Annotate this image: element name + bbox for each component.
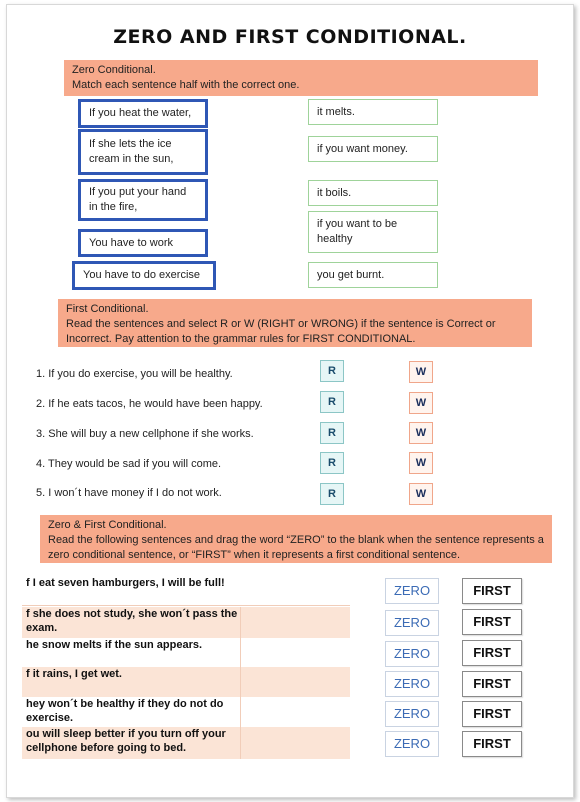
blank-cell[interactable] [240, 727, 241, 759]
right-button[interactable]: R [320, 391, 344, 413]
zero-conditional-banner [64, 60, 538, 96]
sentence-row [22, 638, 350, 667]
match-left-item[interactable]: You have to do exercise [72, 261, 216, 290]
blank-cell[interactable] [240, 638, 241, 667]
match-left-item[interactable]: If you heat the water, [78, 99, 208, 128]
zero-drag-label[interactable]: ZERO [385, 578, 439, 604]
zero-first-instruction: Read the following sentences and drag the word “ZERO” to the blank when the sentence represents a zero conditional sentence, or “FIRST” when it represents a first conditional sentence. [48, 534, 544, 561]
sentence-row [22, 697, 350, 727]
first-drag-label[interactable]: FIRST [462, 578, 522, 604]
right-button[interactable]: R [320, 452, 344, 474]
match-right-item[interactable]: you get burnt. [308, 262, 438, 288]
question-text: 3. She will buy a new cellphone if she works. [36, 428, 254, 440]
wrong-button[interactable]: W [409, 361, 433, 383]
sentence-text: f she does not study, she won´t pass the exam. [26, 608, 238, 634]
sentence-text: he snow melts if the sun appears. [26, 639, 203, 651]
question-text: 2. If he eats tacos, he would have been happy. [36, 398, 263, 410]
zero-drag-label[interactable]: ZERO [385, 671, 439, 697]
sentence-text: ou will sleep better if you turn off your cellphone before going to bed. [26, 728, 226, 754]
sentence-row [22, 607, 350, 638]
zero-conditional-instruction: Match each sentence half with the correct one. [72, 79, 300, 91]
first-drag-label[interactable]: FIRST [462, 671, 522, 697]
wrong-button[interactable]: W [409, 422, 433, 444]
wrong-button[interactable]: W [409, 392, 433, 414]
match-left-item[interactable]: If you put your hand in the fire, [78, 179, 208, 221]
zero-first-banner [40, 515, 552, 563]
first-drag-label[interactable]: FIRST [462, 731, 522, 757]
first-drag-label[interactable]: FIRST [462, 640, 522, 666]
blank-cell[interactable] [240, 697, 241, 727]
right-button[interactable]: R [320, 360, 344, 382]
first-drag-label[interactable]: FIRST [462, 609, 522, 635]
sentence-row [22, 667, 350, 697]
right-button[interactable]: R [320, 483, 344, 505]
zero-first-heading: Zero & First Conditional. [48, 519, 167, 531]
first-conditional-heading: First Conditional. [66, 303, 149, 315]
sentence-text: f it rains, I get wet. [26, 668, 122, 680]
match-right-item[interactable]: it melts. [308, 99, 438, 125]
match-right-item[interactable]: if you want money. [308, 136, 438, 162]
blank-cell[interactable] [240, 667, 241, 697]
zero-drag-label[interactable]: ZERO [385, 610, 439, 636]
right-button[interactable]: R [320, 422, 344, 444]
question-text: 4. They would be sad if you will come. [36, 458, 222, 470]
zero-drag-label[interactable]: ZERO [385, 731, 439, 757]
question-text: 5. I won´t have money if I do not work. [36, 487, 222, 499]
zero-drag-label[interactable]: ZERO [385, 701, 439, 727]
first-drag-label[interactable]: FIRST [462, 701, 522, 727]
match-left-item[interactable]: If she lets the ice cream in the sun, [78, 129, 208, 175]
zero-conditional-heading: Zero Conditional. [72, 64, 156, 76]
wrong-button[interactable]: W [409, 452, 433, 474]
match-right-item[interactable]: it boils. [308, 180, 438, 206]
wrong-button[interactable]: W [409, 483, 433, 505]
sentence-row [22, 727, 350, 759]
zero-drag-label[interactable]: ZERO [385, 641, 439, 667]
first-conditional-banner [58, 299, 532, 347]
page-title: ZERO AND FIRST CONDITIONAL. [113, 26, 467, 48]
match-left-item[interactable]: You have to work [78, 229, 208, 257]
question-text: 1. If you do exercise, you will be healthy. [36, 368, 233, 380]
sentence-text: hey won´t be healthy if they do not do exercise. [26, 698, 224, 724]
sentence-row [22, 576, 350, 606]
blank-cell[interactable] [240, 607, 241, 638]
match-right-item[interactable]: if you want to be healthy [308, 211, 438, 253]
sentence-text: f I eat seven hamburgers, I will be full! [26, 577, 225, 589]
first-conditional-instruction: Read the sentences and select R or W (RIGHT or WRONG) if the sentence is Correct or Incorrect. Pay attention to the grammar rules for FIRST CONDITIONAL. [66, 318, 496, 345]
